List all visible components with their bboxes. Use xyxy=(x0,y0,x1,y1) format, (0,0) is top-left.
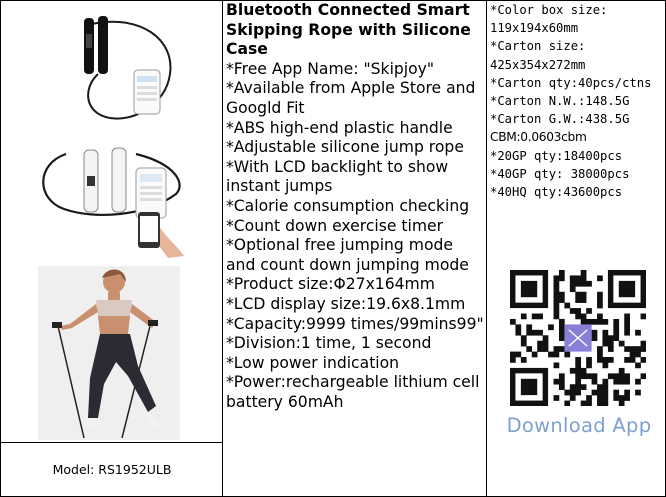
packing-line: 119x194x60mm xyxy=(490,21,579,36)
packing-line: *Carton G.W.:438.5G xyxy=(490,112,630,127)
feature-line: *Power:rechargeable lithium cell battery 60mAh xyxy=(226,373,480,411)
grid-line xyxy=(222,0,223,497)
packing-line: *Color box size: xyxy=(490,3,608,17)
model-label: Model: RS1952ULB xyxy=(52,462,172,477)
feature-line: *LCD display size:19.6x8.1mm xyxy=(226,294,466,313)
qr-code xyxy=(510,270,646,406)
packing-cbm: CBM:0.0603cbm xyxy=(490,130,587,145)
feature-line: *Division:1 time, 1 second xyxy=(226,334,432,353)
packing-line: *20GP qty:18400pcs xyxy=(490,148,623,163)
feature-line: *Adjustable silicone jump rope xyxy=(226,138,464,157)
feature-line: *Optional free jumping mode and count down jumping mode xyxy=(226,236,469,274)
grid-line xyxy=(0,0,1,497)
product-title: Bluetooth Connected Smart Skipping Rope with Silicone Case xyxy=(226,1,471,59)
feature-line: *Capacity:9999 times/99mins99" xyxy=(226,314,484,333)
feature-line: *Product size:Φ27x164mm xyxy=(226,275,435,294)
download-app-label: Download App xyxy=(506,414,652,437)
feature-line: *Low power indication xyxy=(226,353,400,372)
product-description xyxy=(226,1,486,412)
feature-line: *ABS high-end plastic handle xyxy=(226,118,453,137)
packing-line: *40GP qty: 38000pcs xyxy=(490,166,630,181)
feature-line: *Count down exercise timer xyxy=(226,216,444,235)
feature-line: *Free App Name: "Skipjoy" xyxy=(226,59,435,78)
packing-line: *Carton N.W.:148.5G xyxy=(490,94,630,109)
packing-line: 425x354x272mm xyxy=(490,57,586,72)
feature-line: *With LCD backlight to show instant jumps xyxy=(226,157,449,196)
black-rope-with-phone-photo xyxy=(40,4,180,132)
packing-line: *Carton qty:40pcs/ctns xyxy=(490,75,652,90)
feature-line: *Available from Apple Store and Googld Fit xyxy=(226,79,476,117)
white-rope-with-phone-photo xyxy=(36,144,186,260)
feature-line: *Calorie consumption checking xyxy=(226,196,470,215)
packing-info xyxy=(490,1,666,201)
packing-line: *Carton size: xyxy=(490,39,586,54)
packing-line: *40HQ qty:43600pcs xyxy=(490,185,623,200)
grid-line xyxy=(486,0,487,497)
grid-line xyxy=(0,442,222,443)
woman-jumping-rope-photo xyxy=(38,266,180,440)
